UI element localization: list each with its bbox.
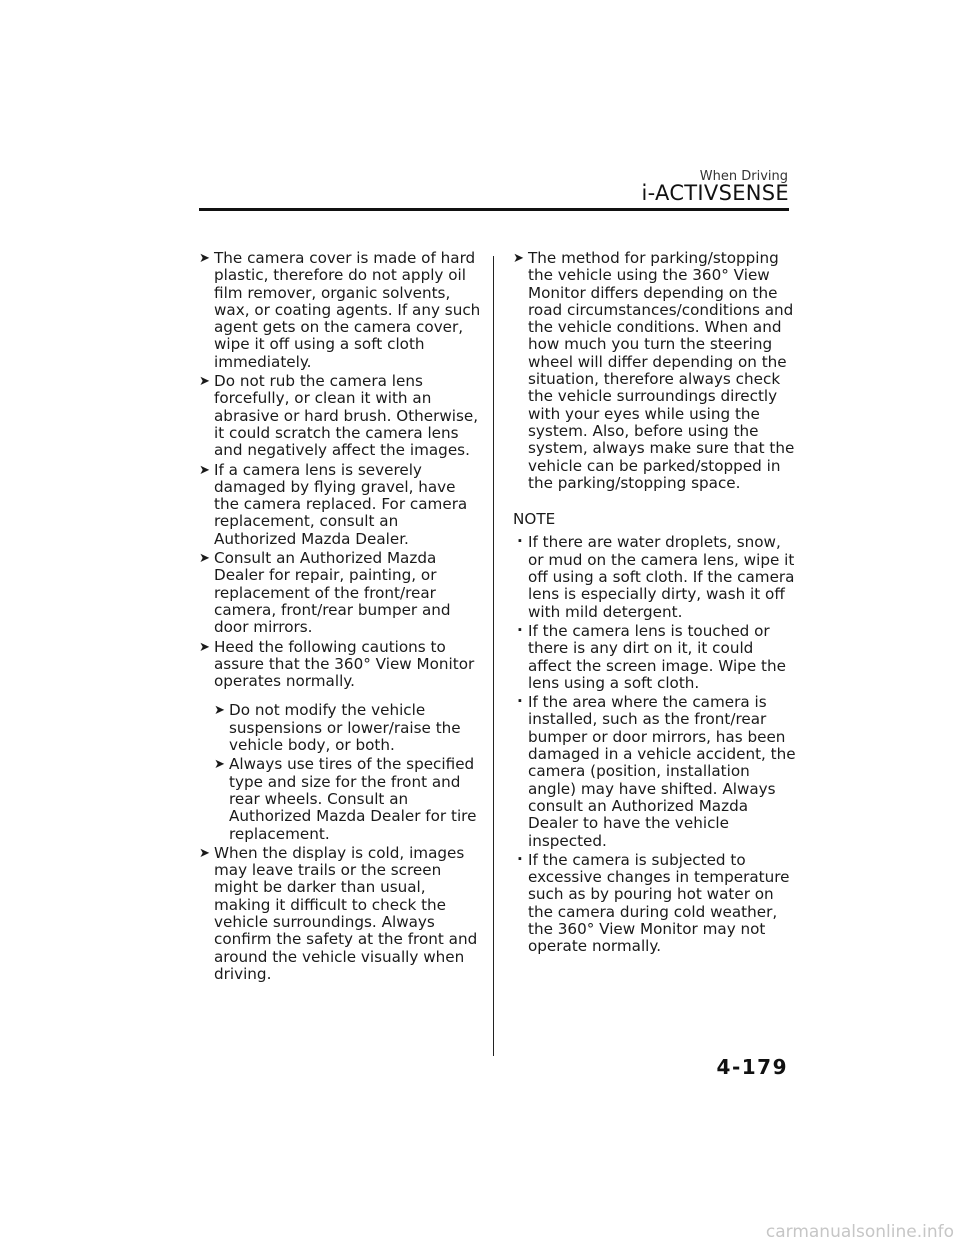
caution-item (199, 550, 484, 636)
caution-text: Consult an Authorized Mazda Dealer for repair, painting, or replacement of the front/rear camera, front/rear bumper and door mirrors. (214, 549, 451, 637)
note-text: If there are water droplets, snow, or mud on the camera lens, wipe it off using a soft cloth. If the camera lens is especially dirty, wash it off with mild detergent. (528, 533, 795, 621)
sub-caution-list (214, 702, 484, 842)
arrow-bullet-icon: ➤ (199, 251, 210, 266)
caution-text: If a camera lens is severely damaged by flying gravel, have the camera replaced. For camera replacement, consult an Authorized Mazda Dealer. (214, 460, 468, 548)
right-column (513, 250, 798, 958)
caution-text: The method for parking/stopping the vehicle using the 360° View Monitor differs depending on the road circumstances/conditions and the vehicle conditions. When and how much you turn the steering wheel will differ depending on the situation, therefore always check the vehicle surroundings directly with your eyes while using the system. Also, before using the system, always make sure that the vehicle can be parked/stopped in the parking/stopping space. (528, 249, 795, 492)
arrow-bullet-icon: ➤ (199, 551, 210, 567)
sub-caution-text: Do not modify the vehicle suspensions or lower/raise the vehicle body, or both. (229, 701, 461, 755)
note-label: NOTE (513, 510, 556, 529)
caution-item (199, 373, 484, 459)
dot-bullet-icon: · (517, 692, 523, 711)
sub-caution-item (214, 756, 484, 842)
arrow-bullet-icon: ➤ (199, 374, 210, 390)
note-text: If the camera is subjected to excessive changes in temperature such as by pouring hot water on the camera during cold weather, the 360° View Monitor may not operate normally. (528, 850, 790, 956)
page-number: 4-179 (716, 1055, 788, 1079)
header-section: When Driving (699, 169, 788, 184)
sub-caution-item (214, 702, 484, 754)
dot-bullet-icon: · (517, 532, 523, 551)
arrow-bullet-icon: ➤ (199, 845, 210, 861)
caution-item (199, 639, 484, 691)
caution-text: Heed the following cautions to assure that the 360° View Monitor operates normally. (214, 637, 475, 691)
arrow-bullet-icon: ➤ (214, 703, 225, 719)
dot-bullet-icon: · (517, 849, 523, 868)
caution-item (199, 250, 484, 371)
note-item (513, 849, 798, 956)
note-text: If the area where the camera is installed, such as the front/rear bumper or door mirrors, has been damaged in a vehicle accident, the camera (position, installation angle) may have shifted. Always consult an Authorized Mazda Dealer to have the vehicle inspected. (528, 693, 796, 850)
left-column (199, 250, 484, 985)
arrow-bullet-icon: ➤ (513, 251, 524, 266)
dot-bullet-icon: · (517, 620, 523, 639)
note-item (513, 694, 798, 850)
caution-text: The camera cover is made of hard plastic, therefore do not apply oil film remover, organic solvents, wax, or coating agents. If any such agent gets on the camera cover, wipe it off using a soft cloth immediately. (214, 249, 481, 371)
sub-caution-text: Always use tires of the specified type and size for the front and rear wheels. Consult an Authorized Mazda Dealer for tire replacement. (229, 755, 477, 843)
caution-text: When the display is cold, images may leave trails or the screen might be darker than usual, making it difficult to check the vehicle surroundings. Always confirm the safety at the front and around the vehicle visually when driving. (214, 843, 478, 983)
header-rule (199, 208, 789, 211)
column-divider (493, 256, 494, 1056)
arrow-bullet-icon: ➤ (214, 757, 225, 773)
watermark: carmanualsonline.info (765, 1222, 954, 1242)
note-text: If the camera lens is touched or there is any dirt on it, it could affect the screen image. Wipe the lens using a soft cloth. (528, 621, 786, 692)
header-chapter-title: i-ACTIVSENSE (641, 181, 789, 205)
note-item (513, 620, 798, 692)
arrow-bullet-icon: ➤ (199, 462, 210, 478)
caution-item (513, 250, 798, 492)
note-item (513, 534, 798, 620)
arrow-bullet-icon: ➤ (199, 639, 210, 655)
caution-item (199, 462, 484, 548)
caution-item (199, 845, 484, 983)
caution-text: Do not rub the camera lens forcefully, or clean it with an abrasive or hard brush. Otherwise, it could scratch the camera lens and negatively affect the images. (214, 372, 479, 460)
